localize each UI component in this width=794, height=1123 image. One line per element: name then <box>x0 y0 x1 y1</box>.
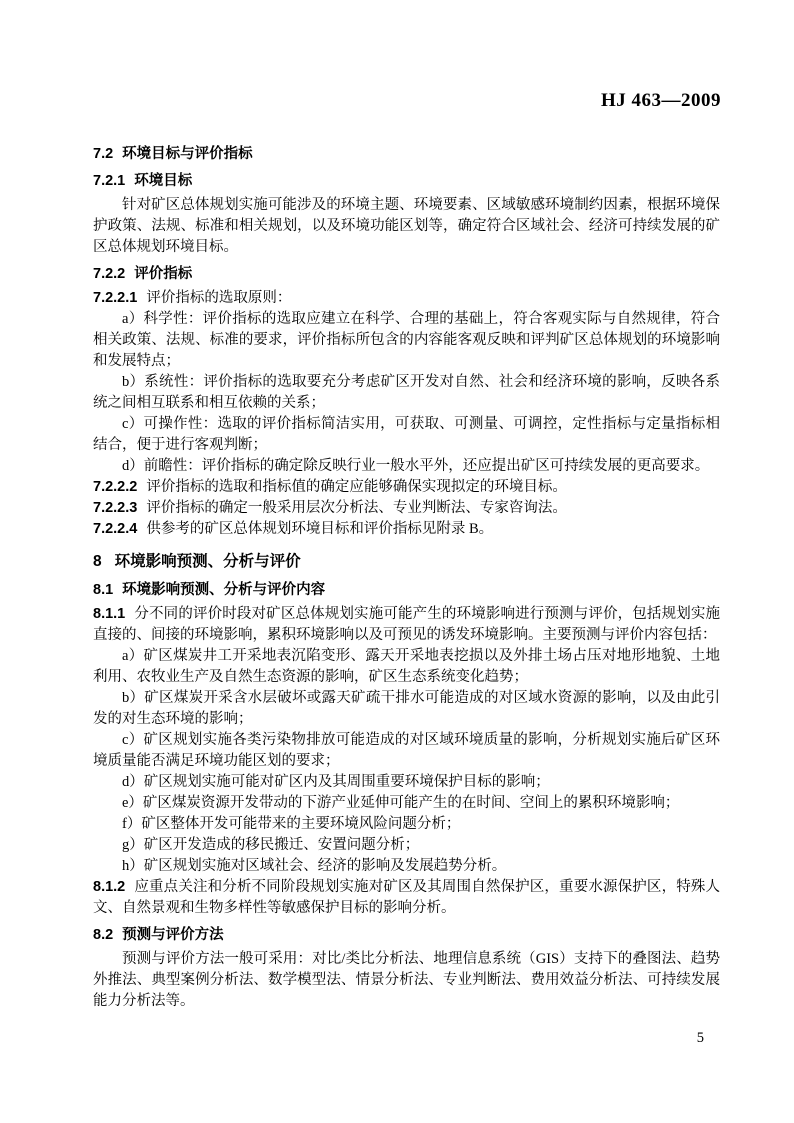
clause-text: 评价指标的确定一般采用层次分析法、专业判断法、专家咨询法。 <box>146 500 567 516</box>
section-heading-7-2-1 <box>93 171 720 192</box>
list-item-c: c）可操作性：选取的评价指标简洁实用，可获取、可测量、可调控，定性指标与定量指标相结合，便于进行客观判断； <box>93 416 720 453</box>
chapter-title: 环境影响预测、分析与评价 <box>114 553 301 570</box>
section-title: 环境目标与评价指标 <box>122 146 253 162</box>
list-item-b: b）矿区煤炭开采含水层破坏或露天矿疏干排水可能造成的对区域水资源的影响，以及由此引发的对生态环境的影响； <box>93 690 720 727</box>
clause-8-1-2 <box>93 877 720 919</box>
clause-number: 8.1.2 <box>93 879 126 895</box>
list-item-d: d）矿区规划实施可能对矿区内及其周围重要环境保护目标的影响； <box>122 774 550 790</box>
section-number: 8.2 <box>93 927 114 943</box>
list-item-c: c）矿区规划实施各类污染物排放可能造成的对区域环境质量的影响，分析规划实施后矿区环境质量能否满足环境功能区划的要求； <box>93 732 720 769</box>
section-heading-7-2 <box>93 144 720 165</box>
doc-number: HJ 463—2009 <box>600 90 721 111</box>
section-title: 预测与评价方法 <box>122 927 224 943</box>
section-number: 7.2 <box>93 146 114 162</box>
clause-7-2-2-1 <box>93 288 720 309</box>
clause-text: 评价指标的选取原则： <box>146 290 292 306</box>
list-item-a: a）科学性：评价指标的选取应建立在科学、合理的基础上，符合客观实际与自然规律，符合相关政策、法规、标准的要求，评价指标所包含的内容能客观反映和评判矿区总体规划的环境影响和发展特点； <box>93 311 720 369</box>
section-heading-7-2-2 <box>93 264 720 285</box>
page-number: 5 <box>696 1030 704 1046</box>
chapter-heading-8 <box>93 551 720 572</box>
clause-number: 8.1.1 <box>93 606 126 622</box>
clause-number: 7.2.2.4 <box>93 521 138 537</box>
chapter-number: 8 <box>93 553 102 570</box>
section-title: 评价指标 <box>134 266 193 282</box>
paragraph-8-2: 预测与评价方法一般可采用：对比/类比分析法、地理信息系统（GIS）支持下的叠图法、趋势外推法、典型案例分析法、数学模型法、情景分析法、专业判断法、费用效益分析法、可持续发展能力分析法等。 <box>93 951 720 1009</box>
clause-number: 7.2.2.1 <box>93 290 138 306</box>
clause-text: 分不同的评价时段对矿区总体规划实施可能产生的环境影响进行预测与评价，包括规划实施直接的、间接的环境影响，累积环境影响以及可预见的诱发环境影响。主要预测与评价内容包括： <box>93 606 720 643</box>
clause-number: 7.2.2.2 <box>93 479 138 495</box>
list-item-d: d）前瞻性：评价指标的确定除反映行业一般水平外，还应提出矿区可持续发展的更高要求。 <box>122 458 710 474</box>
section-number: 8.1 <box>93 582 114 598</box>
clause-text: 应重点关注和分析不同阶段规划实施对矿区及其周围自然保护区，重要水源保护区，特殊人文、自然景观和生物多样性等敏感保护目标的影响分析。 <box>93 879 720 916</box>
clause-8-1-1 <box>93 604 720 646</box>
list-item-a: a）矿区煤炭井工开采地表沉陷变形、露天开采地表挖损以及外排土场占压对地形地貌、土地利用、农牧业生产及自然生态资源的影响，矿区生态系统变化趋势； <box>93 648 720 685</box>
list-item-e: e）矿区煤炭资源开发带动的下游产业延伸可能产生的在时间、空间上的累积环境影响； <box>122 795 680 811</box>
section-heading-8-2 <box>93 925 720 946</box>
list-item-f: f）矿区整体开发可能带来的主要环境风险问题分析； <box>122 816 461 832</box>
section-number: 7.2.1 <box>93 173 126 189</box>
clause-number: 7.2.2.3 <box>93 500 138 516</box>
clause-7-2-2-3 <box>93 498 720 519</box>
clause-text: 评价指标的选取和指标值的确定应能够确保实现拟定的环境目标。 <box>146 479 567 495</box>
clause-7-2-2-2 <box>93 477 720 498</box>
section-number: 7.2.2 <box>93 266 126 282</box>
list-item-g: g）矿区开发造成的移民搬迁、安置问题分析； <box>122 837 420 853</box>
section-heading-8-1 <box>93 580 720 601</box>
section-title: 环境影响预测、分析与评价内容 <box>122 582 326 598</box>
section-title: 环境目标 <box>134 173 193 189</box>
clause-7-2-2-4 <box>93 519 720 540</box>
clause-text: 供参考的矿区总体规划环境目标和评价指标见附录 B。 <box>146 521 494 537</box>
paragraph-7-2-1: 针对矿区总体规划实施可能涉及的环境主题、环境要素、区域敏感环境制约因素，根据环境保护政策、法规、标准和相关规划，以及环境功能区划等，确定符合区域社会、经济可持续发展的矿区总体规划环境目标。 <box>93 197 720 255</box>
list-item-h: h）矿区规划实施对区域社会、经济的影响及发展趋势分析。 <box>122 858 507 874</box>
document-body <box>93 138 720 1012</box>
list-item-b: b）系统性：评价指标的选取要充分考虑矿区开发对自然、社会和经济环境的影响，反映各系统之间相互联系和相互依赖的关系； <box>93 374 720 411</box>
